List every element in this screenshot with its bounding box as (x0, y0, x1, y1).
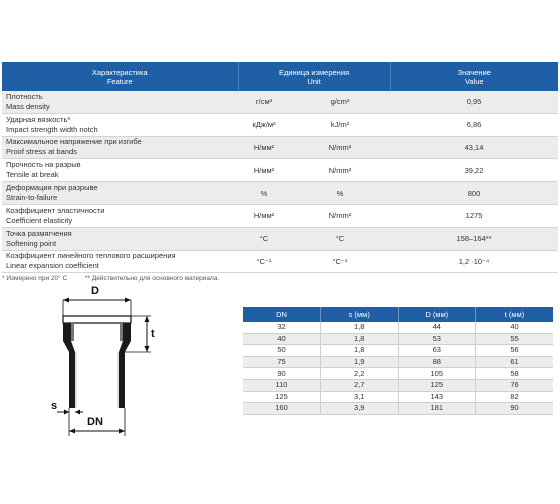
table-row (243, 368, 553, 380)
footnote-2: ** Действительно для основного материала. (85, 275, 220, 282)
feature-en: Proof stress at bands (6, 147, 77, 157)
cell-s: 1,8 (321, 345, 399, 357)
unit-en: N/mm² (290, 204, 390, 227)
cell-s: 1,8 (321, 322, 399, 333)
cell-dn: 125 (243, 391, 321, 403)
feature-ru: Ударная вязкость* (6, 114, 71, 124)
property-feature (2, 250, 238, 273)
cell-d: 88 (398, 356, 476, 368)
dimensions-header-row (243, 307, 553, 322)
feature-ru: Коэффициент эластичности (6, 205, 105, 215)
property-value: 43,14 (390, 136, 558, 159)
property-value: 800 (390, 182, 558, 205)
cell-s: 2,2 (321, 368, 399, 380)
property-row (2, 159, 558, 182)
pipe-section-svg (45, 290, 175, 440)
header-d: D (мм) (398, 307, 476, 322)
feature-en: Impact strength width notch (6, 124, 98, 134)
property-feature (2, 91, 238, 113)
cell-s: 3,9 (321, 403, 399, 415)
feature-en: Strain-to-failure (6, 193, 58, 203)
cell-t: 90 (476, 403, 554, 415)
cell-d: 53 (398, 333, 476, 345)
label-t: t (151, 328, 155, 340)
cell-s: 1,8 (321, 333, 399, 345)
feature-ru: Максимальное напряжение при изгибе (6, 137, 142, 147)
feature-ru: Коэффициент линейного теплового расширения (6, 251, 176, 261)
unit-en: N/mm² (290, 136, 390, 159)
cell-d: 125 (398, 379, 476, 391)
cell-dn: 160 (243, 403, 321, 415)
unit-ru: Н/мм² (238, 136, 290, 159)
cell-t: 61 (476, 356, 554, 368)
unit-ru: г/см³ (238, 91, 290, 113)
dimensions-table (243, 307, 553, 415)
property-feature (2, 204, 238, 227)
cell-t: 40 (476, 322, 554, 333)
cell-s: 2,7 (321, 379, 399, 391)
properties-header-row (2, 62, 558, 91)
table-row (243, 333, 553, 345)
unit-ru: % (238, 182, 290, 205)
feature-en: Linear expansion coefficient (6, 261, 99, 271)
feature-ru: Плотность (6, 91, 43, 101)
header-feature: Характеристика Feature (2, 62, 238, 91)
property-row (2, 113, 558, 136)
cell-t: 55 (476, 333, 554, 345)
unit-ru: °С (238, 227, 290, 250)
property-value: 39,22 (390, 159, 558, 182)
unit-ru: Н/мм² (238, 204, 290, 227)
cell-d: 181 (398, 403, 476, 415)
property-row (2, 204, 558, 227)
feature-en: Coefficient elasticity (6, 215, 73, 225)
property-row (2, 182, 558, 205)
property-row (2, 227, 558, 250)
label-d: D (91, 285, 99, 297)
property-value: 158–164** (390, 227, 558, 250)
properties-table (2, 62, 558, 273)
property-feature (2, 159, 238, 182)
cell-dn: 40 (243, 333, 321, 345)
cell-d: 44 (398, 322, 476, 333)
feature-en: Mass density (6, 101, 50, 111)
table-row (243, 356, 553, 368)
property-feature (2, 113, 238, 136)
header-unit: Единица измерения Unit (238, 62, 390, 91)
property-feature (2, 182, 238, 205)
property-row (2, 91, 558, 113)
property-value: 1,2 ·10⁻⁴ (390, 250, 558, 273)
label-dn: DN (87, 416, 103, 428)
feature-ru: Деформация при разрыве (6, 183, 98, 193)
table-row (243, 379, 553, 391)
cell-t: 82 (476, 391, 554, 403)
cell-t: 58 (476, 368, 554, 380)
unit-ru: Н/мм² (238, 159, 290, 182)
cell-dn: 75 (243, 356, 321, 368)
property-row (2, 250, 558, 273)
unit-en: kJ/m² (290, 113, 390, 136)
header-t: t (мм) (476, 307, 554, 322)
table-row (243, 322, 553, 333)
cell-d: 63 (398, 345, 476, 357)
table-row (243, 345, 553, 357)
property-row (2, 136, 558, 159)
cell-t: 56 (476, 345, 554, 357)
label-s: s (51, 400, 58, 412)
property-feature (2, 136, 238, 159)
feature-ru: Точка размягчения (6, 228, 72, 238)
unit-en: % (290, 182, 390, 205)
feature-en: Softening point (6, 238, 57, 248)
cell-dn: 50 (243, 345, 321, 357)
feature-en: Tensile at break (6, 170, 59, 180)
unit-en: N/mm² (290, 159, 390, 182)
property-value: 1275 (390, 204, 558, 227)
unit-ru: кДж/м² (238, 113, 290, 136)
unit-en: °C⁻¹ (290, 250, 390, 273)
property-value: 6,86 (390, 113, 558, 136)
footnote-1: * Измерено при 20° С (2, 275, 68, 282)
pipe-drawing (45, 285, 175, 440)
feature-ru: Прочность на разрыв (6, 160, 81, 170)
cell-dn: 90 (243, 368, 321, 380)
unit-ru: °С⁻¹ (238, 250, 290, 273)
table-row (243, 391, 553, 403)
cell-d: 105 (398, 368, 476, 380)
header-value: Значение Value (390, 62, 558, 91)
property-value: 0,95 (390, 91, 558, 113)
header-dn: DN (243, 307, 321, 322)
cell-t: 76 (476, 379, 554, 391)
unit-en: °C (290, 227, 390, 250)
unit-en: g/cm³ (290, 91, 390, 113)
cell-d: 143 (398, 391, 476, 403)
cell-s: 3,1 (321, 391, 399, 403)
header-s: s (мм) (321, 307, 399, 322)
table-row (243, 403, 553, 415)
cell-dn: 32 (243, 322, 321, 333)
cell-s: 1,9 (321, 356, 399, 368)
cell-dn: 110 (243, 379, 321, 391)
property-feature (2, 227, 238, 250)
footnotes (2, 275, 235, 282)
